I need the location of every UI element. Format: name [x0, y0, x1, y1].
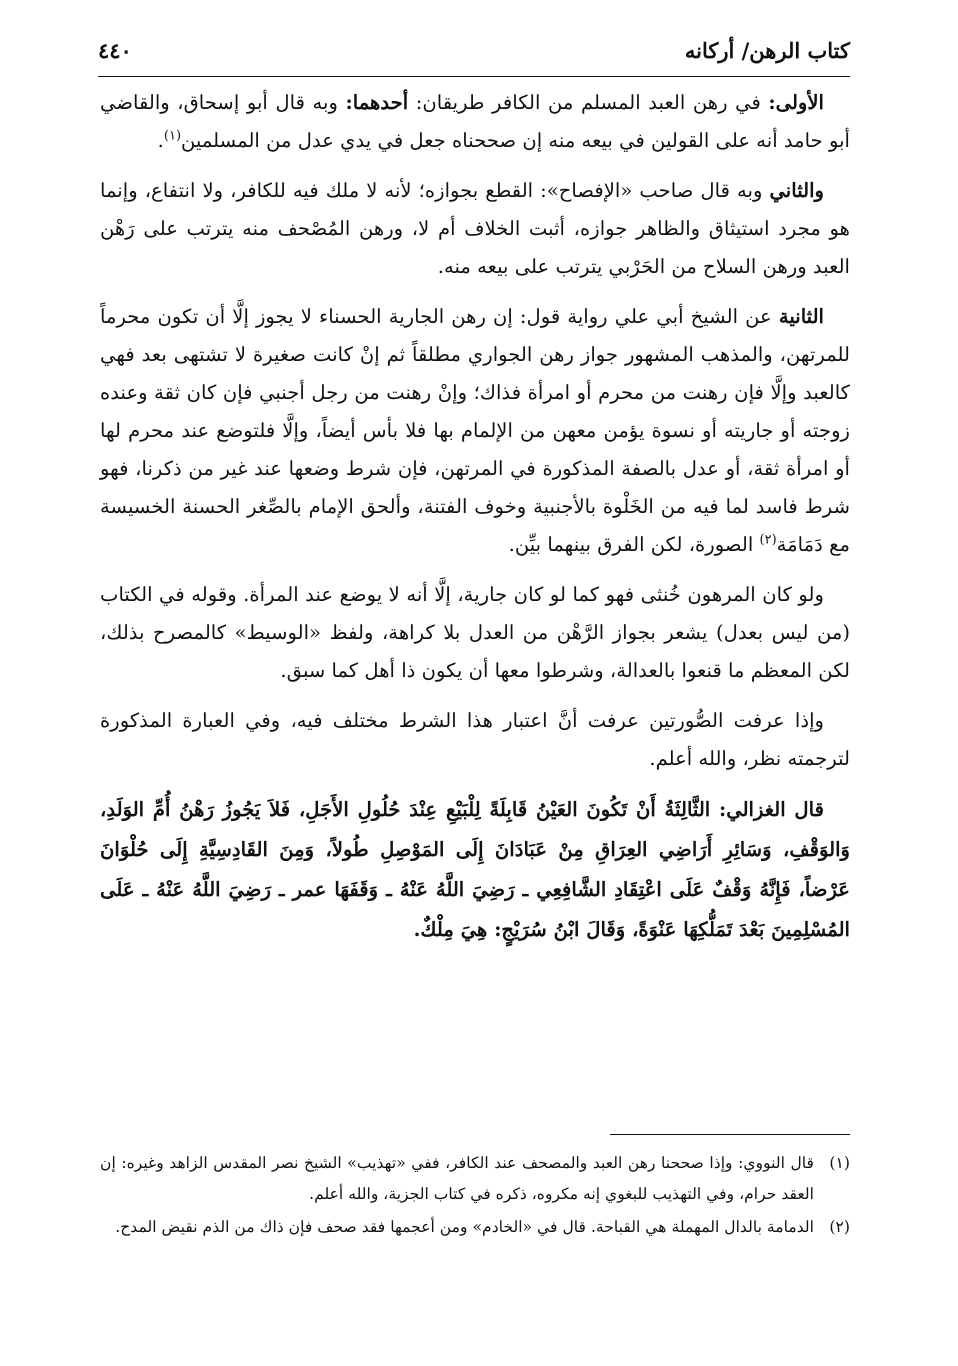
footnote-number: (١) [829, 1154, 850, 1172]
header-divider [98, 76, 850, 77]
quote-intro: قال الغزالي: [710, 798, 824, 821]
paragraph-second-path [100, 172, 850, 286]
paragraph-second-issue [100, 298, 850, 564]
paragraph-lead: الأولى: [768, 91, 824, 114]
paragraph-text: الصورة، لكن الفرق بينهما بيِّن. [508, 533, 760, 556]
paragraph-hermaphrodite: ولو كان المرهون خُنثى فهو كما لو كان جارية، إلَّا أنه لا يوضع عند المرأة. وقوله في الكتاب (من ليس بعدل) يشعر بجواز الرَّهْن من العدل بلا كراهة، ولفظ «الوسيط» كالمصرح بذلك، لكن المعظم ما قنعوا بالعدالة، وشرطوا معها أن يكون ذا أهل كما سبق. [100, 583, 850, 682]
paragraph-text: وبه قال صاحب «الإفصاح»: القطع بجوازه؛ لأنه لا ملك فيه للكافر، ولا انتفاع، وإنما هو مجرد استيثاق والظاهر جوازه، أثبت الخلاف أم لا، ورهن المُصْحف منه يترتب على رَهْن العبد ورهن السلاح من الحَرْبي يترتب على بيعه منه. [100, 179, 850, 278]
paragraph-text: . [157, 129, 164, 152]
running-title: كتاب الرهن/ أركانه [684, 37, 850, 63]
paragraph-text: وبه قال أبو إسحاق، والقاضي أبو حامد أنه على القولين في بيعه منه إن صححناه جعل في يدي عدل من المسلمين [100, 91, 850, 152]
main-text [100, 84, 850, 962]
paragraph-first-issue [100, 84, 850, 160]
paragraph-ghazali-quote [100, 790, 850, 950]
page-header [98, 30, 850, 70]
footnote-text: قال النووي: وإذا صححنا رهن العبد والمصحف عند الكافر، ففي «تهذيب» الشيخ نصر المقدس الزاهد وغيره: إن العقد حرام، وفي التهذيب للبغوي إنه مكروه، ذكره في كتاب الجزية، والله أعلم. [100, 1154, 814, 1203]
footnotes [100, 1148, 850, 1245]
quote-text: الثَّالِثَةُ أَنْ تَكُونَ العَيْنُ قَابِلَةً لِلْبَيْعِ عِنْدَ حُلُولِ الأَجَلِ، فَلاَ يَجُوزُ رَهْنُ أُمِّ الوَلَدِ، وَالوَقْفِ، وَسَائِرِ أَرَاضِي العِرَاقِ مِنْ عَبَادَانَ إِلَى المَوْصِلِ طُولاً، وَمِنَ القَادِسِيَّةِ إِلَى حُلْوَانَ عَرْضاً، فَإِنَّهُ وَقْفٌ عَلَى اعْتِقَادِ الشَّافِعِي ـ رَضِيَ اللَّهُ عَنْهُ ـ وَقَفَهَا عمر ـ رَضِيَ اللَّهُ عَنْهُ ـ عَلَى المُسْلِمِينَ بَعْدَ تَمَلُّكِهَا عَنْوَةً، وَقَالَ ابْنُ سُرَيْجٍ: هِيَ مِلْكٌ. [100, 798, 850, 941]
footnote-ref[interactable]: (٢) [759, 532, 777, 548]
paragraph-text: في رهن العبد المسلم من الكافر طريقان: [408, 91, 769, 114]
paragraph-lead: الثانية [778, 305, 824, 328]
footnote-divider [610, 1134, 850, 1135]
footnote-2 [100, 1212, 850, 1243]
paragraph-lead: أحدهما: [345, 91, 409, 114]
page-number: ٤٤٠ [98, 37, 132, 63]
footnote-ref[interactable]: (١) [163, 128, 182, 144]
paragraph-lead: والثاني [769, 179, 824, 202]
footnote-text: الدمامة بالدال المهملة هي القباحة. قال في «الخادم» ومن أعجمها فقد صحف فإن ذاك من الذم نقيض المدح. [115, 1218, 814, 1236]
footnote-1 [100, 1148, 850, 1210]
paragraph-conclusion: وإذا عرفت الصُّورتين عرفت أنَّ اعتبار هذا الشرط مختلف فيه، وفي العبارة المذكورة لترجمته نظر، والله أعلم. [100, 709, 850, 770]
paragraph-text: عن الشيخ أبي علي رواية قول: إن رهن الجارية الحسناء لا يجوز إلَّا أن تكون محرماً للمرتهن، والمذهب المشهور جواز رهن الجواري مطلقاً ثم إنْ كانت صغيرة لا تشتهى بعد فهي كالعبد وإلَّا فإن رهنت من محرم أو امرأة فذاك؛ وإنْ رهنت من رجل أجنبي فإن كان ثقة وعنده زوجته أو جاريته أو نسوة يؤمن معهن من الإلمام بها فلا بأس أيضاً، وإلَّا فلتوضع عند محرم لها أو امرأة ثقة، أو عدل بالصفة المذكورة في المرتهن، فإن شرط وضعها عند غير من ذكرنا، فهو شرط فاسد لما فيه من الخَلْوة بالأجنبية وخوف الفتنة، وألحق الإمام بالصِّغر الحسنة الخسيسة مع دَمَامَة [100, 305, 850, 556]
footnote-number: (٢) [829, 1218, 850, 1236]
